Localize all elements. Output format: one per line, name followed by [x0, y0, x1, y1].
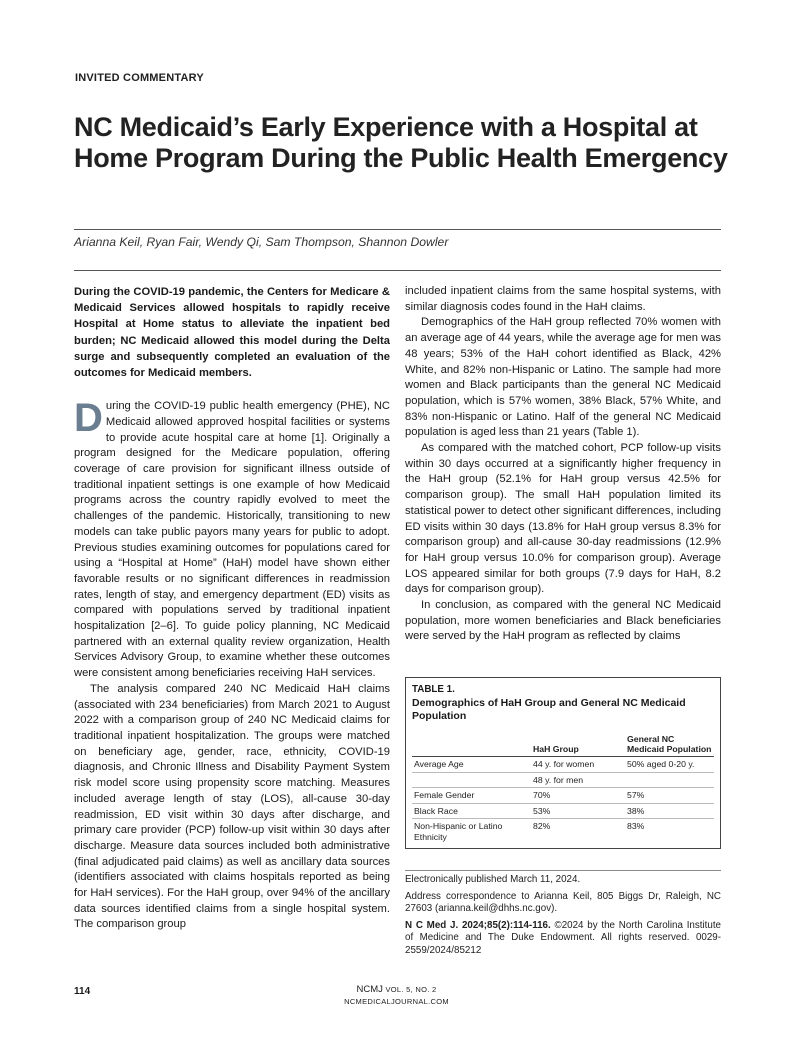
- correspondence: Address correspondence to Arianna Keil, 805 Biggs Dr, Raleigh, NC 27603 (arianna.keil@dhhs.nc.gov).: [405, 890, 721, 915]
- table-cell: Average Age: [412, 757, 531, 773]
- table-row: [412, 819, 714, 845]
- journal-footer: [0, 984, 793, 1008]
- article-notes: [405, 874, 721, 962]
- copyright: ©2024 by the North Carolina Institute of Medicine and The Duke Endowment. All rights reserved. 0029-2559/2024/85212: [405, 919, 722, 956]
- table-cell: 38%: [625, 803, 714, 819]
- article-title: NC Medicaid’s Early Experience with a Hospital at Home Program During the Public Health Emergency: [74, 112, 728, 173]
- body-paragraph: included inpatient claims from the same hospital systems, with similar diagnosis codes found in the HaH claims.: [405, 285, 721, 313]
- demographics-table: [412, 734, 714, 844]
- left-column: [74, 284, 390, 933]
- body-paragraph: Demographics of the HaH group reflected 70% women with an average age of 44 years, while the average age for men was 48 years; 53% of the HaH cohort identified as Black, 42% White, and 82% non-Hispanic or Latino. The sample had more women and Black participants than the general NC Medicaid population, which is 57% women, 38% Black, 57% White, and 83% non-Hispanic or Latino. Half of the general NC Medicaid population is aged less than 21 years (Table 1).: [405, 316, 721, 439]
- table-header-row: [412, 734, 714, 757]
- author-list: Arianna Keil, Ryan Fair, Wendy Qi, Sam Thompson, Shannon Dowler: [74, 235, 449, 249]
- body-paragraph: [74, 396, 390, 682]
- table-caption: Demographics of HaH Group and General NC Medicaid Population: [412, 697, 686, 722]
- table-cell: 57%: [625, 788, 714, 804]
- table-cell: 48 y. for men: [531, 772, 625, 788]
- table-header-cell: HaH Group: [531, 734, 625, 757]
- table-row: [412, 788, 714, 804]
- body-paragraph: As compared with the matched cohort, PCP follow-up visits within 30 days occurred at a significantly higher frequency in the HaH group (52.1% for HaH group versus 42.5% for comparison group). The small HaH population limited its statistical power to detect other significant differences, including ED visits within 30 days (13.8% for HaH group versus 8.3% for comparison group) and all-cause 30-day readmissions (12.9% for HaH group versus 10.0% for comparison group). Average LOS appeared similar for both groups (7.9 days for HaH, 8.2 days for comparison group).: [405, 442, 721, 596]
- table-cell: [625, 772, 714, 788]
- right-column: [405, 284, 721, 645]
- table-header-cell: General NC Medicaid Population: [625, 734, 714, 757]
- abstract: During the COVID-19 pandemic, the Centers for Medicare & Medicaid Services allowed hospitals to rapidly receive Hospital at Home status to alleviate the inpatient bed burden; NC Medicaid allowed this model during the Delta surge and subsequently completed an evaluation of the outcomes for Medicaid members.: [74, 286, 390, 380]
- table-cell: 53%: [531, 803, 625, 819]
- notes-divider: [405, 870, 721, 871]
- body-paragraph: In conclusion, as compared with the general NC Medicaid population, more women beneficiaries and Black beneficiaries were served by the HaH program as reflected by claims: [405, 599, 721, 643]
- table-cell: Black Race: [412, 803, 531, 819]
- table-row: [412, 772, 714, 788]
- table-cell: 70%: [531, 788, 625, 804]
- table-1: [405, 677, 721, 849]
- table-row: [412, 803, 714, 819]
- table-header-cell: [412, 734, 531, 757]
- table-cell: 83%: [627, 821, 645, 831]
- table-cell: Female Gender: [412, 788, 531, 804]
- author-divider: [74, 270, 721, 271]
- table-cell: [412, 772, 531, 788]
- citation-reference: N C Med J. 2024;85(2):114-116.: [405, 919, 551, 931]
- table-cell: 44 y. for women: [531, 757, 625, 773]
- table-row: [412, 757, 714, 773]
- paragraph-text: uring the COVID-19 public health emergency (PHE), NC Medicaid allowed approved hospital facilities or systems to provide acute hospital care at home [1]. Originally a program designed for the Medicare population, offering coverage of care provision for significant illness outside of traditional inpatient settings is one example of how Medicaid programs across the country rapidly evolved to meet the challenges of the pandemic. Historically, transitioning to new models can take public payors many years for public to adopt. Previous studies examining outcomes for populations cared for using a “Hospital at Home” (HaH) model have shown either favorable results or no significant differences in readmission rates, length of stay, and emergency department (ED) visits as compared with populations served by traditional inpatient hospitalization [2–6]. To guide policy planning, NC Medicaid partnered with an external quality review organization, Health Services Advisory Group, to examine whether these outcomes were consistent among beneficiaries receiving HaH services.: [74, 400, 390, 680]
- section-label: INVITED COMMENTARY: [75, 72, 204, 84]
- drop-cap: D: [74, 396, 103, 441]
- body-paragraph: The analysis compared 240 NC Medicaid HaH claims (associated with 234 beneficiaries) from March 2021 to August 2022 with a comparison group of 240 NC Medicaid claims for traditional inpatient hospitalization. The groups were matched on beneficiary age, gender, race, ethnicity, COVID-19 diagnosis, and Chronic Illness and Disability Payment System risk model score using propensity score matching. Measures included average length of stay (LOS), all-cause 30-day readmission, ED visit within 30 days after discharge, and primary care provider (PCP) follow-up visit within 30 days after discharge. Measure data sources included both administrative (final adjudicated paid claims) as well as ancillary data sources (identifiers associated with claims hospitals reported as being for HaH services). For the HaH group, over 94% of the ancillary data sources identified claims from a single hospital system. The comparison group: [74, 682, 390, 931]
- table-label: TABLE 1.: [412, 684, 455, 695]
- journal-name: NCMJ: [356, 984, 383, 995]
- table-cell: 82%: [533, 821, 551, 831]
- page-number: 114: [74, 986, 91, 997]
- table-cell: 50% aged 0-20 y.: [625, 757, 714, 773]
- title-divider: [74, 229, 721, 230]
- citation: [405, 920, 721, 958]
- published-date: Electronically published March 11, 2024.: [405, 874, 581, 885]
- journal-site: NCMEDICALJOURNAL.COM: [344, 997, 449, 1006]
- table-cell: Non-Hispanic or Latino Ethnicity: [414, 821, 503, 842]
- journal-volume: VOL. 5, NO. 2: [385, 985, 437, 994]
